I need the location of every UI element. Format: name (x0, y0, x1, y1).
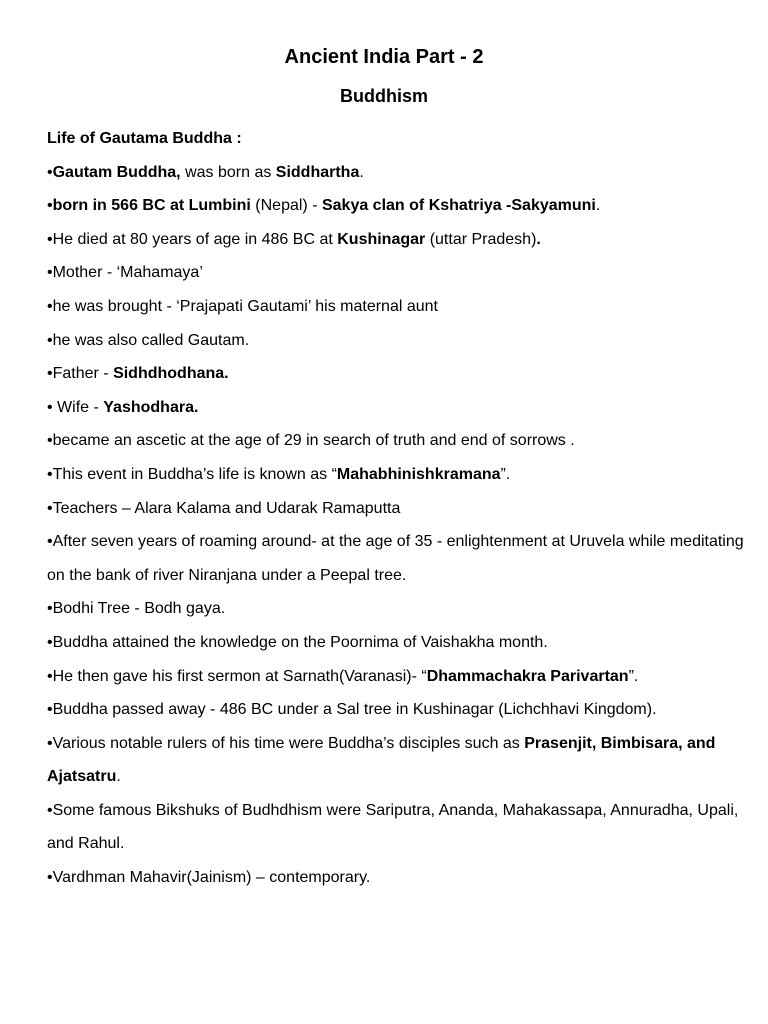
bullet-line (47, 626, 747, 660)
bold-text: Sidhdhodhana. (113, 365, 229, 383)
bullet-line (47, 458, 747, 492)
text-run: •he was also called Gautam. (47, 331, 250, 349)
bold-text: Gautam Buddha, (52, 163, 181, 181)
bullet-line (47, 592, 747, 626)
bullet-line (47, 693, 747, 727)
bold-text: Dhammachakra Parivartan (426, 667, 629, 685)
bold-text: born in 566 BC at Lumbini (52, 197, 251, 215)
text-run: •Buddha passed away - 486 BC under a Sal tree in Kushinagar (Lichchhavi Kingdom). (47, 701, 657, 719)
text-run: • (47, 163, 53, 181)
text-run: •He then gave his first sermon at Sarnath(Varanasi)- “ (47, 667, 427, 685)
bold-text: Sakya clan of Kshatriya -Sakyamuni (321, 197, 596, 215)
page-subtitle: Buddhism (340, 86, 428, 106)
text-run: •This event in Buddha’s life is known as “ (47, 465, 337, 483)
text-run: • Wife - (47, 398, 104, 416)
bullet-line (47, 290, 747, 324)
bullet-line (47, 256, 747, 290)
text-run: (uttar Pradesh) (425, 230, 537, 248)
bullet-line (47, 357, 747, 391)
bullet-line (47, 492, 747, 526)
bold-text: Prasenjit, Bimbisara, and Ajatsatru (47, 734, 716, 786)
text-run: •Bodhi Tree - Bodh gaya. (47, 600, 226, 618)
bullet-line (47, 525, 747, 592)
text-run: ”. (628, 667, 639, 685)
bullet-line (47, 156, 747, 190)
bold-text: . (536, 230, 541, 248)
section-heading: Life of Gautama Buddha : (47, 130, 242, 147)
text-run: was born as (180, 163, 276, 181)
bullet-line (47, 861, 747, 895)
text-run: ”. (500, 465, 511, 483)
text-run: •Mother - ‘Mahamaya’ (47, 264, 203, 282)
text-run: •Vardhman Mahavir(Jainism) – contemporary. (47, 869, 371, 887)
bold-text: Kushinagar (337, 230, 426, 248)
page-title: Ancient India Part - 2 (284, 46, 484, 68)
bold-text: Siddhartha (275, 163, 360, 181)
bullet-line (47, 424, 747, 458)
text-run: •Buddha attained the knowledge on the Poornima of Vaishakha month. (47, 633, 548, 651)
text-run: . (359, 163, 364, 181)
text-run: •He died at 80 years of age in 486 BC at (47, 230, 338, 248)
text-run: . (116, 768, 121, 786)
bullet-line (47, 660, 747, 694)
bullet-line (47, 794, 747, 861)
bullet-line (47, 223, 747, 257)
bold-text: Yashodhara. (103, 398, 199, 416)
document-body (47, 122, 747, 895)
bullet-line (47, 189, 747, 223)
text-run: •became an ascetic at the age of 29 in search of truth and end of sorrows . (47, 432, 575, 450)
bullet-line (47, 324, 747, 358)
text-run: • (47, 197, 53, 215)
text-run: •Father - (47, 365, 114, 383)
text-run: •Various notable rulers of his time were Buddha’s disciples such as (47, 734, 525, 752)
text-run: . (595, 197, 601, 215)
bold-text: Mahabhinishkramana (336, 465, 501, 483)
text-run: (Nepal) - (250, 197, 322, 215)
bullet-line (47, 727, 747, 794)
text-run: •he was brought - ‘Prajapati Gautami’ his maternal aunt (47, 297, 438, 315)
text-run: •After seven years of roaming around- at the age of 35 - enlightenment at Uruvela while meditating on the bank of river Niranjana under a Peepal tree. (47, 533, 744, 584)
bullet-list (47, 156, 747, 895)
bullet-line (47, 391, 747, 425)
text-run: •Teachers – Alara Kalama and Udarak Ramaputta (47, 499, 401, 517)
text-run: •Some famous Bikshuks of Budhdhism were Sariputra, Ananda, Mahakassapa, Annuradha, Upali, and Rahul. (47, 801, 739, 853)
